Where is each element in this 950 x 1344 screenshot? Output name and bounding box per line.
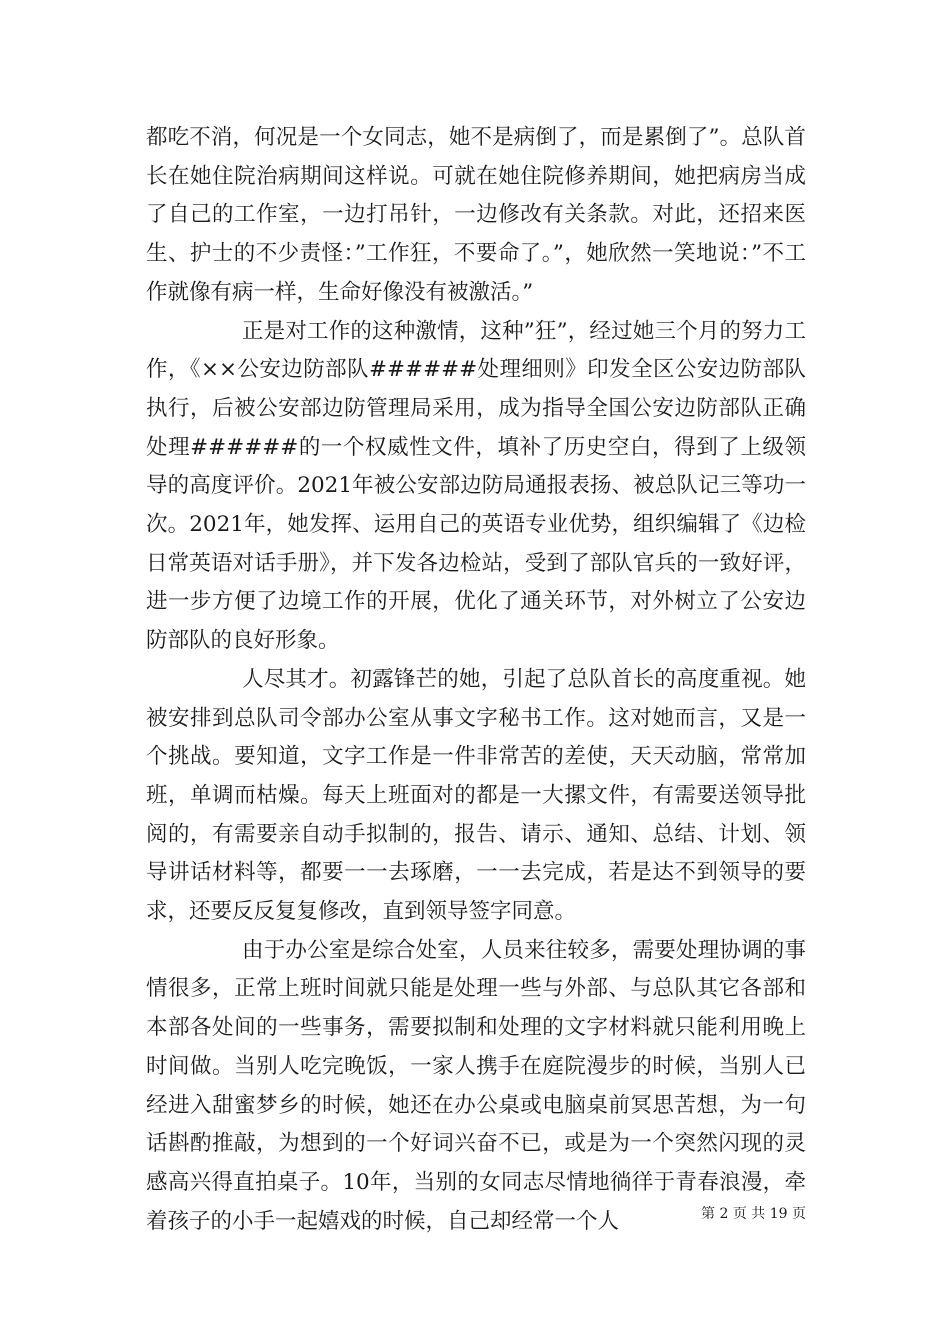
page-number-footer: 第 2 页 共 19 页 xyxy=(701,1206,806,1222)
paragraph-3: 人尽其才。初露锋芒的她，引起了总队首长的高度重视。她被安排到总队司令部办公室从事文字秘书工作。这对她而言，又是一个挑战。要知道，文字工作是一件非常苦的差使，天天动脑，常常加班，单调而枯燥。每天上班面对的都是一大摞文件，有需要送领导批阅的，有需要亲自动手拟制的，报告、请示、通知、总结、计划、领导讲话材料等，都要一一去琢磨，一一去完成，若是达不到领导的要求，还要反反复复修改，直到领导签字同意。 xyxy=(146,666,806,925)
paragraph-1: 都吃不消，何况是一个女同志，她不是病倒了，而是累倒了”。总队首长在她住院治病期间这样说。可就在她住院修养期间，她把病房当成了自己的工作室，一边打吊针，一边修改有关条款。对此，还招来医生、护士的不少责怪：”工作狂，不要命了。”，她欣然一笑地说：”不工作就像有病一样，生命好像没有被激活。” xyxy=(146,125,806,305)
paragraph-4: 由于办公室是综合处室，人员来往较多，需要处理协调的事情很多，正常上班时间就只能是处理一些与外部、与总队其它各部和本部各处间的一些事务，需要拟制和处理的文字材料就只能利用晚上时间做。当别人吃完晚饭，一家人携手在庭院漫步的时候，当别人已经进入甜蜜梦乡的时候，她还在办公桌或电脑桌前冥思苦想，为一句话斟酌推敲，为想到的一个好词兴奋不已，或是为一个突然闪现的灵感高兴得直拍桌子。10年，当别的女同志尽情地徜徉于青春浪漫，牵着孩子的小手一起嬉戏的时候，自己却经常一个人 xyxy=(146,937,806,1234)
paragraph-2: 正是对工作的这种激情，这种”狂”，经过她三个月的努力工作，《××公安边防部队######处理细则》印发全区公安边防部队执行，后被公安部边防管理局采用，成为指导全国公安边防部队正确处理######的一个权威性文件，填补了历史空白，得到了上级领导的高度评价。2021年被公安部边防局通报表扬、被总队记三等功一次。2021年，她发挥、运用自己的英语专业优势，组织编辑了《边检日常英语对话手册》，并下发各边检站，受到了部队官兵的一致好评，进一步方便了边境工作的开展，优化了通关环节，对外树立了公安边防部队的良好形象。 xyxy=(146,318,806,654)
document-body xyxy=(146,119,806,1241)
